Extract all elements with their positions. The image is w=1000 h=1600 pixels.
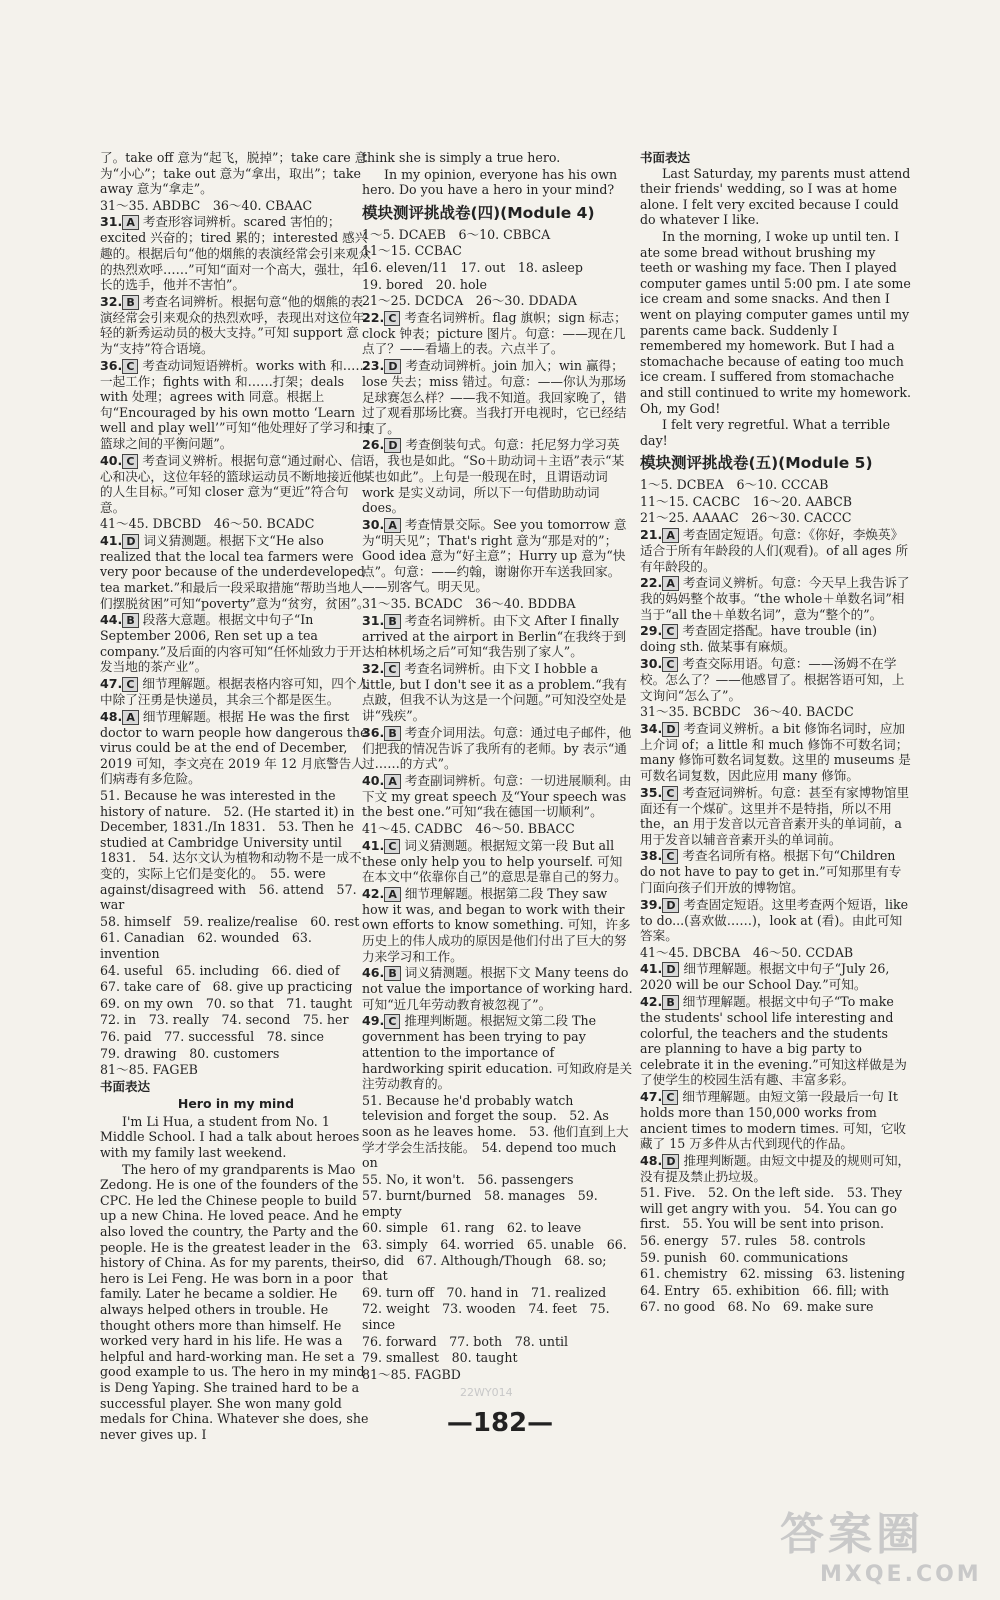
answer-line: 58. himself 59. realize/realise 60. rest bbox=[100, 913, 360, 929]
answer-letter-badge: A bbox=[662, 528, 679, 543]
answer-line: 了。take off 意为“起飞，脱掉”；take care 意为“小心”；take out 意为“拿出，取出”；take away 意为“拿走”。 bbox=[100, 150, 368, 197]
answer-line: 63. simply 64. worried 65. unable 66. so, did 67. Although/Though 68. so; that bbox=[362, 1237, 627, 1284]
section-heading: 模块测评挑战卷(四)(Module 4) bbox=[362, 203, 595, 222]
answer-line: 59. punish 60. communications bbox=[640, 1249, 849, 1265]
explanation-text: 考查交际用语。句意：——汤姆不在学校。怎么了？——他感冒了。根据答语可知，上文询问“怎么了”。 bbox=[640, 656, 905, 703]
answer-line: 69. on my own 70. so that 71. taught bbox=[100, 995, 353, 1011]
answer-line: 81～85. FAGBD bbox=[362, 1366, 461, 1382]
answer-explanation bbox=[362, 517, 634, 595]
question-number: 29. bbox=[640, 623, 663, 639]
answer-line: 21～25. DCDCA 26～30. DDADA bbox=[362, 293, 577, 309]
answer-letter-badge: B bbox=[384, 614, 400, 629]
question-number: 30. bbox=[362, 516, 385, 532]
answer-letter-badge: D bbox=[662, 722, 679, 737]
question-number: 21. bbox=[640, 527, 663, 543]
answer-explanation bbox=[362, 437, 634, 515]
answer-letter-badge: B bbox=[384, 966, 400, 981]
explanation-text: 考查词义辨析。根据句意“通过耐心、信心和决心，这位年轻的篮球运动员不断地接近他的人生目标。”可知 closer 意为“更近”符合句意。 bbox=[100, 452, 365, 515]
answer-line: 41～45. CADBC 46～50. BBACC bbox=[362, 821, 575, 836]
answer-line: 51. Because he'd probably watch television and forget the soup. 52. As soon as he leaves home. 53. 他们直到上大学才学会生活技能。 54. depend too much on bbox=[362, 1092, 629, 1171]
answer-explanation bbox=[640, 994, 912, 1088]
answer-letter-badge: D bbox=[384, 359, 401, 374]
answer-explanation bbox=[362, 310, 634, 357]
section-heading: 模块测评挑战卷(五)(Module 5) bbox=[640, 454, 873, 473]
explanation-text: 细节理解题。根据文中句子“To make the students' school life interesting and colorful, the teachers and the students are planning to have a big party to celebrate it in the evening.”可知这样做是为了使学生的校园生活有趣、丰富多彩。 bbox=[640, 993, 907, 1088]
answer-line: 69. turn off 70. hand in 71. realized bbox=[362, 1284, 607, 1300]
answer-letter-badge: A bbox=[384, 887, 401, 902]
answer-letter-badge: A bbox=[384, 518, 401, 533]
answer-line: 55. No, it won't. 56. passengers bbox=[362, 1171, 574, 1187]
explanation-text: 考查固定短语。句意：《你好，李焕英》适合于所有年龄段的人们(观看)。of all ages 所有年龄段的。 bbox=[640, 527, 909, 574]
answer-letter-badge: D bbox=[662, 962, 679, 977]
essay-paragraph: Last Saturday, my parents must attend their friends' wedding, so I was at home alone. I felt very excited because I could do whatever I like. bbox=[640, 165, 911, 228]
question-number: 48. bbox=[640, 1152, 663, 1168]
print-code: 22WY014 bbox=[460, 1386, 513, 1399]
answer-explanation bbox=[640, 848, 912, 895]
explanation-text: 考查名词辨析。根据句意“他的烟熊的表演经常会引来观众的热烈欢呼，表现出对这位年轻的新秀运动员的极大支持。”可知 support 意为“支持”符合语境。 bbox=[100, 293, 365, 356]
answer-letter-badge: D bbox=[662, 1154, 679, 1169]
answer-letter-badge: C bbox=[122, 359, 138, 374]
explanation-text: 考查名词辨析。flag 旗帜；sign 标志；clock 钟表；picture 图片。句意：——现在几点了？——看墙上的表。六点半了。 bbox=[362, 309, 627, 357]
answer-explanation bbox=[362, 886, 634, 964]
subsection-label: 书面表达 bbox=[640, 150, 691, 165]
answer-letter-badge: C bbox=[384, 839, 400, 854]
answer-explanation bbox=[640, 897, 912, 944]
answer-explanation bbox=[362, 725, 634, 772]
essay-paragraph: In the morning, I woke up until ten. I ate some bread without brushing my teeth or washing my face. Then I played computer games until 5:00 pm. I ate some ice cream and some snacks. And then I went on playing computer games until my parents came back. Suddenly I remembered my homework. But I had a stomachache because of eating too much ice cream. I suffered from stomachache and still continued to write my homework. Oh, my God! bbox=[640, 228, 912, 416]
question-number: 26. bbox=[362, 437, 385, 453]
question-number: 47. bbox=[100, 676, 123, 692]
answer-line: 1～5. DCBEA 6～10. CCCAB bbox=[640, 477, 829, 493]
answer-line: 31～35. BCADC 36～40. BDDBA bbox=[362, 596, 576, 612]
question-number: 32. bbox=[362, 660, 385, 676]
answer-line: 72. weight 73. wooden 74. feet 75. since bbox=[362, 1301, 610, 1333]
answer-line: 79. smallest 80. taught bbox=[362, 1350, 518, 1366]
answer-letter-badge: C bbox=[662, 786, 678, 801]
answer-letter-badge: B bbox=[122, 613, 138, 628]
answer-explanation bbox=[640, 1089, 912, 1152]
explanation-text: 考查名词辨析。由下文 After I finally arrived at the airport in Berlin“在我终于到达柏林机场之后”可知“我告别了家人”。 bbox=[362, 612, 627, 660]
answer-letter-badge: B bbox=[122, 295, 138, 310]
answer-line: 16. eleven/11 17. out 18. asleep bbox=[362, 259, 583, 275]
answer-letter-badge: A bbox=[662, 576, 679, 591]
answer-explanation bbox=[640, 575, 912, 622]
answer-explanation bbox=[100, 294, 372, 357]
explanation-text: 考查词义辨析。a bit 修饰名词时，应加上介词 of；a little 和 much 修饰不可数名词；many 修饰可数名词复数。这里的 museums 是可数名词复数，因此应用 many 修饰。 bbox=[640, 720, 911, 783]
answer-letter-badge: C bbox=[384, 662, 400, 677]
answer-line: 41～45. DBCBA 46～50. CCDAB bbox=[640, 944, 854, 960]
answer-line: 51. Five. 52. On the left side. 53. They will get angry with you. 54. You can go first. 55. You will be sent into prison. bbox=[640, 1185, 902, 1232]
question-number: 41. bbox=[640, 961, 663, 977]
answer-letter-badge: D bbox=[384, 438, 401, 453]
answer-line: 72. in 73. really 74. second 75. her bbox=[100, 1012, 349, 1028]
explanation-text: 考查冠词辨析。句意：甚至有家博物馆里面还有一个煤矿。这里并不是特指，所以不用 the，an 用于发音以元音音素开头的单词前，a 用于发音以辅音音素开头的单词前。 bbox=[640, 784, 910, 847]
answer-letter-badge: C bbox=[384, 311, 400, 326]
explanation-text: 细节理解题。根据 He was the first doctor to warn people how dangerous the virus could be at the end of December, 2019 可知，李文亮在 2019 年 12 月底警告人们病毒有多危险。 bbox=[100, 708, 368, 787]
answer-explanation bbox=[100, 612, 372, 675]
explanation-text: 词义猜测题。根据下文“He also realized that the local tea farmers were very poor because of the underdeveloped tea market.”和最后一段采取措施“帮助当地人们摆脱贫困”可知“poverty”意为“贫穷，贫困”。 bbox=[100, 532, 370, 611]
question-number: 42. bbox=[362, 885, 385, 901]
answer-letter-badge: C bbox=[122, 677, 138, 692]
question-number: 32. bbox=[100, 293, 123, 309]
essay-paragraph: In my opinion, everyone has his own hero. Do you have a hero in your mind? bbox=[362, 166, 618, 198]
question-number: 41. bbox=[100, 532, 123, 548]
answer-explanation bbox=[362, 965, 634, 1012]
answer-line: 19. bored 20. hole bbox=[362, 276, 488, 292]
question-number: 40. bbox=[100, 452, 123, 468]
explanation-text: 考查固定短语。这里考查两个短语，like to do...(喜欢做……)，look at (看)。由此可知答案。 bbox=[640, 896, 909, 944]
explanation-text: 词义猜测题。根据短文第一段 But all these only help you to help yourself. 可知在本文中“依靠你自己”的意思是靠自己的努力。 bbox=[362, 837, 627, 885]
answer-letter-badge: A bbox=[122, 710, 139, 725]
answer-explanation bbox=[100, 214, 372, 292]
answer-line: 60. simple 61. rang 62. to leave bbox=[362, 1220, 582, 1236]
question-number: 44. bbox=[100, 612, 123, 628]
answer-letter-badge: C bbox=[662, 624, 678, 639]
column-middle bbox=[362, 150, 634, 1383]
answer-letter-badge: C bbox=[662, 1090, 678, 1105]
answer-line: 51. Because he was interested in the history of nature. 52. (He started it) in December, 1831./In 1831. 53. Then he studied at Cambridge University until 1831. 54. 达尔文认为植物和动物不是一成不变的，实际上它们是变化的。 55. were against/disagreed with 56. attend 57. war bbox=[100, 788, 362, 913]
explanation-text: 考查名词辨析。由下文 I hobble a little, but I don't see it as a problem.“我有点跛，但我不认为这是一个问题。”可知没空处是讲“残疾”。 bbox=[362, 660, 627, 724]
question-number: 38. bbox=[640, 848, 663, 864]
answer-line: think she is simply a true hero. bbox=[362, 150, 561, 165]
answer-line: 76. paid 77. successful 78. since bbox=[100, 1028, 324, 1044]
answer-explanation bbox=[640, 623, 912, 655]
answer-line: 79. drawing 80. customers bbox=[100, 1045, 280, 1061]
question-number: 31. bbox=[100, 214, 123, 230]
explanation-text: 考查形容词辨析。scared 害怕的；excited 兴奋的；tired 累的；interested 感兴趣的。根据后句“他的烟熊的表演经常会引来观众的热烈欢呼……”可知“面对一个高大，强壮，年长的选手，他并不害怕”。 bbox=[100, 214, 371, 293]
answer-explanation bbox=[100, 709, 372, 787]
answer-letter-badge: C bbox=[662, 657, 678, 672]
answer-letter-badge: A bbox=[384, 774, 401, 789]
watermark-logo bbox=[780, 1498, 982, 1588]
question-number: 23. bbox=[362, 357, 385, 373]
question-number: 47. bbox=[640, 1088, 663, 1104]
answer-line: 81～85. FAGEB bbox=[100, 1062, 198, 1078]
explanation-text: 细节理解题。根据表格内容可知，四个人中除了汪勇是快递员，其余三个都是医生。 bbox=[100, 676, 370, 708]
question-number: 36. bbox=[362, 724, 385, 740]
explanation-text: 细节理解题。根据文中句子“July 26, 2020 will be our School Day.”可知。 bbox=[640, 961, 890, 993]
answer-letter-badge: B bbox=[662, 995, 678, 1010]
answer-line: 41～45. DBCBD 46～50. BCADC bbox=[100, 516, 315, 532]
answer-explanation bbox=[640, 961, 912, 993]
answer-explanation bbox=[100, 358, 372, 452]
answer-line: 64. Entry 65. exhibition 66. fill; with bbox=[640, 1282, 890, 1298]
question-number: 49. bbox=[362, 1013, 385, 1029]
column-left bbox=[100, 150, 372, 1443]
watermark-url: MXQE.COM bbox=[820, 1562, 982, 1587]
question-number: 34. bbox=[640, 720, 663, 736]
essay-title: Hero in my mind bbox=[177, 1096, 295, 1112]
answer-line: 67. take care of 68. give up practicing bbox=[100, 979, 353, 995]
explanation-text: 考查动词辨析。join 加入；win 赢得；lose 失去；miss 错过。句意：——你认为那场足球赛怎么样？——我不知道。我回家晚了，错过了观看那场比赛。当我打开电视时，它已经结束了。 bbox=[362, 357, 627, 436]
answer-line: 21～25. AAAAC 26～30. CACCC bbox=[640, 510, 852, 526]
explanation-text: 考查倒装句式。句意：托尼努力学习英语，我也是如此。“So＋助动词＋主语”表示“某某也如此”。上句是一般现在时，且谓语动词 work 是实义动词，所以下一句借助助动词 does。 bbox=[362, 437, 625, 516]
answer-explanation bbox=[362, 661, 634, 724]
explanation-text: 考查介词用法。句意：通过电子邮件，他们把我的情况告诉了我所有的老师。by 表示“通过……的方式”。 bbox=[362, 724, 632, 772]
column-right bbox=[640, 150, 912, 1316]
question-number: 39. bbox=[640, 896, 663, 912]
question-number: 46. bbox=[362, 965, 385, 981]
answer-line: 31～35. ABDBC 36～40. CBAAC bbox=[100, 197, 313, 213]
explanation-text: 考查固定搭配。have trouble (in) doing sth. 做某事有麻烦。 bbox=[640, 623, 878, 655]
answer-line: 76. forward 77. both 78. until bbox=[362, 1333, 569, 1349]
answer-explanation bbox=[640, 656, 912, 703]
answer-explanation bbox=[362, 1013, 634, 1091]
question-number: 40. bbox=[362, 772, 385, 788]
answer-line: 1～5. DCAEB 6～10. CBBCA bbox=[362, 226, 551, 242]
answer-letter-badge: A bbox=[122, 215, 139, 230]
answer-explanation bbox=[100, 533, 372, 611]
question-number: 48. bbox=[100, 708, 123, 724]
essay-paragraph: The hero of my grandparents is Mao Zedong. He is one of the founders of the CPC. He led the Chinese people to build up a new China. He loved peace. And he also loved the country, the Party and the people. He is the greatest leader in the history of China. As for my parents, their hero is Lei Feng. He was born in a poor family. Later he became a soldier. He always helped others in trouble. He thought others more than himself. He worked very hard in his life. He was a helpful and hard-working man. He set a good example to us. The hero in my mind is Deng Yaping. She trained hard to be a successful player. She won many gold medals for China. Whatever she does, she never gives up. I bbox=[100, 1161, 369, 1442]
answer-line: 57. burnt/burned 58. manages 59. empty bbox=[362, 1188, 598, 1219]
answer-explanation bbox=[100, 453, 372, 516]
question-number: 41. bbox=[362, 837, 385, 853]
explanation-text: 考查副词辨析。句意：一切进展顺利。由下文 my great speech 及“Your speech was the best one.”可知“我在德国一切顺利”。 bbox=[362, 772, 632, 820]
explanation-text: 段落大意题。根据文中句子“In September 2006, Ren set up a tea company.”及后面的内容可知“任怀灿致力于开发当地的茶产业”。 bbox=[100, 612, 362, 675]
answer-explanation bbox=[640, 1153, 912, 1185]
answer-explanation bbox=[640, 527, 912, 574]
answer-line: 61. Canadian 62. wounded 63. invention bbox=[100, 930, 312, 961]
answer-explanation bbox=[362, 358, 634, 436]
explanation-text: 考查动词短语辨析。works with 和……一起工作；fights with 和……打架；deals with 处理；agrees with 同意。根据上句“Encouraged by his own motto ‘Learn well and play well’”可知“他处理好了学习和打篮球之间的平衡问题”。 bbox=[100, 357, 371, 451]
answer-line: 11～15. CACBC 16～20. AABCB bbox=[640, 493, 852, 509]
explanation-text: 推理判断题。根据短文第二段 The government has been trying to pay attention to the importance of hardworking spirit education. 可知政府是关注劳动教育的。 bbox=[362, 1013, 633, 1092]
answer-explanation bbox=[640, 721, 912, 784]
answer-line: 11～15. CCBAC bbox=[362, 243, 462, 259]
question-number: 31. bbox=[362, 612, 385, 628]
answer-line: 67. no good 68. No 69. make sure bbox=[640, 1299, 874, 1315]
watermark-title: 答案圈 bbox=[780, 1509, 924, 1560]
answer-letter-badge: B bbox=[384, 726, 400, 741]
answer-letter-badge: D bbox=[662, 898, 679, 913]
question-number: 42. bbox=[640, 993, 663, 1009]
answer-letter-badge: C bbox=[384, 1014, 400, 1029]
question-number: 22. bbox=[362, 309, 385, 325]
essay-paragraph: I felt very regretful. What a terrible day! bbox=[640, 417, 891, 448]
question-number: 30. bbox=[640, 656, 663, 672]
answer-letter-badge: D bbox=[122, 534, 139, 549]
answer-line: 31～35. BCBDC 36～40. BACDC bbox=[640, 704, 854, 720]
question-number: 35. bbox=[640, 784, 663, 800]
explanation-text: 考查情景交际。See you tomorrow 意为“明天见”；That's right 意为“那是对的”；Good idea 意为“好主意”；Hurry up 意为“快点”。句意：——约翰，谢谢你开车送我回家。——别客气。明天见。 bbox=[362, 516, 627, 595]
answer-line: 56. energy 57. rules 58. controls bbox=[640, 1233, 866, 1249]
essay-paragraph: I'm Li Hua, a student from No. 1 Middle School. I had a talk about heroes with my family last weekend. bbox=[100, 1113, 360, 1161]
answer-explanation bbox=[362, 773, 634, 820]
answer-explanation bbox=[362, 613, 634, 660]
page-number: —182— bbox=[446, 1408, 554, 1438]
explanation-text: 推理判断题。由短文中提及的规则可知，没有提及禁止扔垃圾。 bbox=[640, 1152, 911, 1184]
question-number: 22. bbox=[640, 575, 663, 591]
answer-letter-badge: C bbox=[122, 454, 138, 469]
explanation-text: 词义猜测题。根据下文 Many teens do not value the importance of working hard. 可知“近几年劳动教育被忽视了”。 bbox=[362, 965, 633, 1012]
answer-explanation bbox=[640, 785, 912, 848]
answer-line: 64. useful 65. including 66. died of bbox=[100, 962, 340, 978]
answer-explanation bbox=[100, 676, 372, 708]
explanation-text: 考查词义辨析。句意：今天早上我告诉了我的妈妈整个故事。“the whole＋单数名词”相当于“all the＋单数名词”，意为“整个的”。 bbox=[640, 575, 910, 622]
question-number: 36. bbox=[100, 357, 123, 373]
explanation-text: 细节理解题。根据第二段 They saw how it was, and began to work with their own efforts to know something. 可知，许多历史上的伟人成功的原因是他们付出了巨大的努力来学习和工作。 bbox=[362, 885, 631, 964]
answer-letter-badge: C bbox=[662, 849, 678, 864]
subsection-label: 书面表达 bbox=[100, 1078, 151, 1094]
explanation-text: 考查名词所有格。根据下句“Children do not have to pay to get in.”可知那里有专门面向孩子们开放的博物馆。 bbox=[640, 848, 902, 895]
answer-explanation bbox=[362, 838, 634, 885]
explanation-text: 细节理解题。由短文第一段最后一句 It holds more than 150,000 works from ancient times to modern times. 可知，它收藏了 15 万多件从古代到现代的作品。 bbox=[640, 1088, 907, 1152]
answer-line: 61. chemistry 62. missing 63. listening bbox=[640, 1266, 905, 1282]
